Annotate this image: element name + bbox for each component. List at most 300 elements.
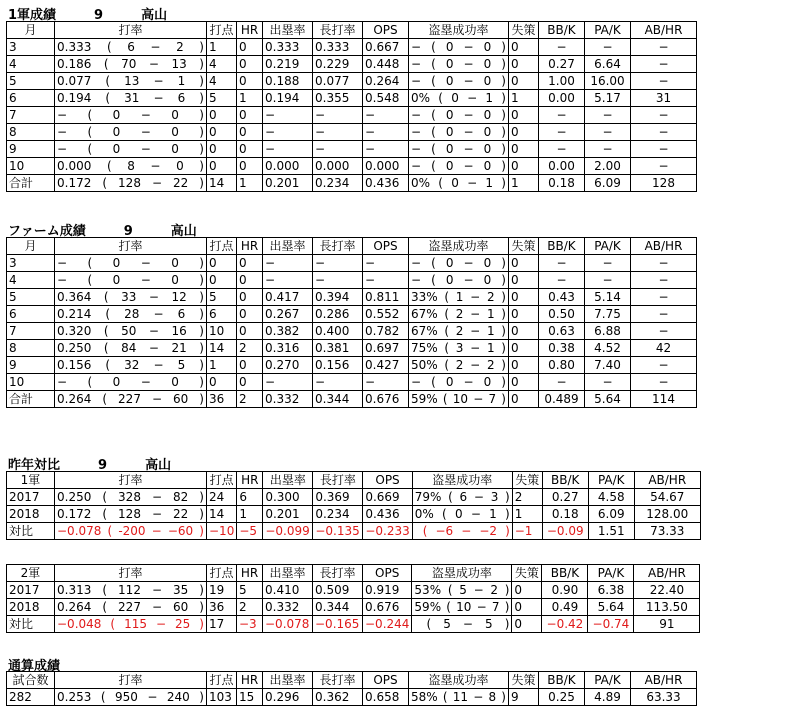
stolen-base-cell — [412, 616, 512, 633]
table-row — [7, 391, 697, 408]
batting-average-cell — [55, 506, 207, 523]
error-cell: 2 — [512, 489, 542, 506]
error-cell: 0 — [512, 616, 542, 633]
at-bats-value: 950 — [114, 690, 138, 704]
column-header: PA/K — [588, 472, 634, 489]
hits-value: −60 — [167, 524, 194, 538]
average-value: 0.186 — [57, 57, 92, 71]
at-bats-value: 0 — [112, 375, 121, 389]
sb-fail: 0 — [483, 142, 492, 156]
dash-separator: − — [147, 690, 158, 704]
section-title-comparison-part: 9 — [98, 458, 108, 473]
obp-cell: 0.188 — [263, 73, 313, 90]
error-cell: 0 — [509, 272, 539, 289]
column-header: HR — [237, 565, 263, 582]
section-title-first-part: 1軍成績 — [8, 8, 57, 23]
close-paren: ) — [501, 341, 506, 355]
obp-cell: 0.201 — [263, 506, 313, 523]
stolen-base-group — [411, 175, 506, 191]
obp-cell: 0.332 — [263, 599, 313, 616]
open-paren: ( — [103, 341, 109, 355]
hits-value: 25 — [175, 617, 191, 631]
ops-cell: −0.233 — [363, 523, 412, 540]
at-bats-value: 31 — [124, 91, 140, 105]
sb-success: 2 — [455, 324, 464, 338]
row-label: 10 — [7, 158, 55, 175]
dash-separator: − — [467, 91, 478, 105]
obp-cell: 0.332 — [263, 391, 313, 408]
stolen-base-group — [411, 255, 506, 271]
column-header: PA/K — [588, 565, 634, 582]
at-bats-value: 227 — [118, 600, 141, 614]
open-paren: ( — [431, 57, 436, 71]
average-value: 0.320 — [57, 324, 92, 338]
table-row — [7, 39, 697, 56]
stolen-base-cell — [409, 255, 509, 272]
open-paren: ( — [446, 600, 451, 614]
batting-average-group — [57, 599, 204, 615]
batting-average-group — [57, 582, 204, 598]
close-paren: ) — [199, 507, 204, 521]
batting-average-group — [57, 255, 204, 271]
ab-hr-cell: − — [631, 323, 697, 340]
stolen-base-cell — [409, 340, 509, 357]
hr-cell: 5 — [237, 582, 263, 599]
close-paren: ) — [501, 290, 506, 304]
sb-success: −6 — [435, 524, 454, 538]
ab-hr-cell: 91 — [634, 616, 700, 633]
stolen-base-cell — [412, 582, 512, 599]
hr-cell: 6 — [237, 489, 263, 506]
pa-k-cell: 5.64 — [588, 599, 634, 616]
dash-separator: − — [473, 392, 484, 406]
pa-k-cell: − — [585, 141, 631, 158]
obp-cell: 0.410 — [263, 582, 313, 599]
batting-average-cell — [55, 141, 207, 158]
ops-cell: − — [363, 124, 409, 141]
stats-table — [6, 471, 701, 540]
sb-fail: 0 — [483, 256, 492, 270]
stolen-base-cell — [409, 323, 509, 340]
open-paren: ( — [103, 290, 109, 304]
column-header: 出塁率 — [263, 472, 313, 489]
average-value: 0.077 — [57, 74, 92, 88]
stats-table — [6, 237, 697, 408]
sb-success: 0 — [445, 375, 454, 389]
close-paren: ) — [501, 57, 506, 71]
row-label: 4 — [7, 56, 55, 73]
dash-separator: − — [153, 307, 164, 321]
bb-k-cell: 0.63 — [539, 323, 585, 340]
stolen-base-cell — [409, 289, 509, 306]
open-paren: ( — [431, 273, 436, 287]
row-label: 4 — [7, 272, 55, 289]
batting-average-cell — [55, 374, 207, 391]
pa-k-cell: 5.64 — [585, 391, 631, 408]
column-header: 盗塁成功率 — [409, 22, 509, 39]
dash-separator: − — [463, 125, 474, 139]
open-paren: ( — [105, 358, 111, 372]
ab-hr-cell: 113.50 — [634, 599, 700, 616]
stolen-base-cell — [412, 523, 512, 540]
hits-value: 13 — [171, 57, 187, 71]
dash-separator: − — [463, 159, 474, 173]
batting-average-cell — [55, 107, 207, 124]
ops-cell: 0.919 — [363, 582, 412, 599]
rbi-cell: −10 — [207, 523, 237, 540]
close-paren: ) — [504, 617, 510, 631]
pa-k-cell: 5.17 — [585, 90, 631, 107]
batting-average-cell — [55, 489, 207, 506]
dash-separator: − — [148, 341, 159, 355]
dash-separator: − — [140, 273, 151, 287]
batting-average-group — [57, 158, 204, 174]
dash-separator: − — [470, 341, 481, 355]
ab-hr-cell: 31 — [631, 90, 697, 107]
hits-value: 240 — [166, 690, 190, 704]
open-paren: ( — [87, 256, 93, 270]
column-header: OPS — [363, 22, 409, 39]
ab-hr-cell: − — [631, 272, 697, 289]
column-header: 打率 — [55, 672, 207, 689]
batting-average-group — [57, 175, 204, 191]
sb-percent: 75% — [411, 341, 438, 355]
error-cell: 1 — [512, 506, 542, 523]
open-paren: ( — [102, 176, 108, 190]
sb-fail: 0 — [483, 375, 492, 389]
slg-cell: 0.234 — [313, 175, 363, 192]
close-paren: ) — [199, 176, 204, 190]
batting-average-cell — [55, 689, 207, 706]
hits-value: 0 — [171, 375, 179, 389]
pa-k-cell: − — [585, 107, 631, 124]
bb-k-cell: 0.27 — [542, 489, 588, 506]
slg-cell: 0.333 — [313, 39, 363, 56]
table-row — [7, 124, 697, 141]
row-label: 2018 — [7, 506, 55, 523]
hits-value: 0 — [171, 108, 179, 122]
close-paren: ) — [501, 273, 506, 287]
batting-average-cell — [55, 599, 207, 616]
column-header: 盗塁成功率 — [409, 238, 509, 255]
sb-fail: 8 — [488, 690, 497, 704]
row-label: 9 — [7, 357, 55, 374]
dash-separator: − — [463, 40, 474, 54]
batting-average-group — [57, 272, 204, 288]
sb-fail: 1 — [486, 341, 495, 355]
open-paren: ( — [422, 524, 428, 538]
row-label: 8 — [7, 124, 55, 141]
open-paren: ( — [431, 142, 436, 156]
row-label: 3 — [7, 39, 55, 56]
column-header: 月 — [7, 238, 55, 255]
stolen-base-group — [414, 616, 509, 632]
slg-cell: 0.381 — [313, 340, 363, 357]
close-paren: ) — [199, 600, 204, 614]
close-paren: ) — [199, 273, 204, 287]
batting-average-cell — [55, 158, 207, 175]
at-bats-value: 0 — [112, 142, 121, 156]
error-cell: 0 — [509, 306, 539, 323]
close-paren: ) — [501, 324, 506, 338]
stolen-base-group — [411, 141, 506, 157]
ab-hr-cell: − — [631, 141, 697, 158]
rbi-cell: 0 — [207, 124, 237, 141]
ops-cell: − — [363, 107, 409, 124]
sb-success: 0 — [445, 142, 454, 156]
ops-cell: 0.000 — [363, 158, 409, 175]
ab-hr-cell: − — [631, 124, 697, 141]
dash-separator: − — [140, 142, 151, 156]
column-header: BB/K — [539, 672, 585, 689]
slg-cell: 0.077 — [313, 73, 363, 90]
batting-average-group — [57, 391, 204, 407]
batting-average-group — [57, 357, 204, 373]
table-row — [7, 141, 697, 158]
at-bats-value: 84 — [121, 341, 137, 355]
dash-separator: − — [148, 324, 159, 338]
slg-cell: 0.234 — [313, 506, 363, 523]
stolen-base-cell — [409, 158, 509, 175]
bb-k-cell: 0.18 — [539, 175, 585, 192]
rbi-cell: 1 — [207, 39, 237, 56]
column-header: 打率 — [55, 238, 207, 255]
row-label: 5 — [7, 289, 55, 306]
dash-separator: − — [151, 392, 163, 406]
close-paren: ) — [199, 375, 204, 389]
average-value: 0.194 — [57, 91, 92, 105]
bb-k-cell: − — [539, 107, 585, 124]
sb-fail: 1 — [485, 91, 494, 105]
obp-cell: 0.382 — [263, 323, 313, 340]
close-paren: ) — [505, 524, 510, 538]
obp-cell: − — [263, 124, 313, 141]
batting-average-group — [57, 616, 204, 632]
row-label: 5 — [7, 73, 55, 90]
dash-separator: − — [473, 690, 484, 704]
slg-cell: 0.344 — [313, 391, 363, 408]
sb-fail: 1 — [489, 507, 497, 521]
hr-cell: 0 — [237, 39, 263, 56]
ops-cell: 0.676 — [363, 599, 412, 616]
bb-k-cell: − — [539, 124, 585, 141]
pa-k-cell: 6.09 — [588, 506, 634, 523]
table-row — [7, 357, 697, 374]
sb-fail: 0 — [483, 57, 492, 71]
rbi-cell: 4 — [207, 56, 237, 73]
bb-k-cell: 0.27 — [539, 56, 585, 73]
stolen-base-group — [411, 73, 506, 89]
close-paren: ) — [505, 490, 510, 504]
batting-average-cell — [55, 73, 207, 90]
batting-average-cell — [55, 582, 207, 599]
stolen-base-group — [411, 689, 506, 705]
close-paren: ) — [501, 307, 506, 321]
sb-success: 10 — [452, 392, 469, 406]
hr-cell: 0 — [237, 158, 263, 175]
ops-cell: 0.264 — [363, 73, 409, 90]
sb-percent: 0% — [414, 507, 434, 521]
stolen-base-group — [415, 506, 510, 522]
close-paren: ) — [501, 74, 506, 88]
row-label: 8 — [7, 340, 55, 357]
stolen-base-group — [411, 107, 506, 123]
rbi-cell: 14 — [207, 175, 237, 192]
table-row — [7, 689, 697, 706]
average-value: 0.250 — [57, 341, 92, 355]
column-header: HR — [237, 672, 263, 689]
column-header: AB/HR — [631, 22, 697, 39]
close-paren: ) — [501, 91, 506, 105]
table-row — [7, 175, 697, 192]
column-header: HR — [237, 22, 263, 39]
row-label: 7 — [7, 107, 55, 124]
section-title-farm-part: ファーム成績 — [8, 224, 86, 239]
pa-k-cell: − — [585, 255, 631, 272]
dash-separator: − — [140, 375, 151, 389]
ab-hr-cell: 63.33 — [631, 689, 697, 706]
sb-fail: 1 — [485, 176, 494, 190]
sb-success: 0 — [445, 74, 454, 88]
ops-cell: 0.548 — [363, 90, 409, 107]
error-cell: 0 — [512, 582, 542, 599]
open-paren: ( — [444, 324, 450, 338]
open-paren: ( — [106, 159, 112, 173]
sb-success: 0 — [454, 507, 463, 521]
obp-cell: − — [263, 255, 313, 272]
obp-cell: 0.194 — [263, 90, 313, 107]
ab-hr-cell: − — [631, 107, 697, 124]
dash-separator: − — [153, 74, 164, 88]
column-header: 2軍 — [7, 565, 55, 582]
bb-k-cell: −0.42 — [542, 616, 588, 633]
at-bats-value: 6 — [127, 40, 135, 54]
hits-value: 1 — [177, 74, 186, 88]
obp-cell: 0.333 — [263, 39, 313, 56]
ops-cell: 0.436 — [363, 506, 412, 523]
sb-percent: 0% — [411, 91, 431, 105]
hits-value: 6 — [177, 91, 186, 105]
dash-separator: − — [473, 490, 484, 504]
slg-cell: 0.000 — [313, 158, 363, 175]
error-cell: 0 — [509, 391, 539, 408]
column-header: BB/K — [542, 565, 588, 582]
sb-percent: − — [411, 375, 422, 389]
sb-fail: 7 — [488, 392, 497, 406]
bb-k-cell: − — [539, 374, 585, 391]
rbi-cell: 0 — [207, 255, 237, 272]
header-row — [7, 22, 697, 39]
close-paren: ) — [501, 256, 506, 270]
stolen-base-group — [411, 391, 506, 407]
at-bats-value: 33 — [121, 290, 137, 304]
close-paren: ) — [199, 91, 204, 105]
table-row — [7, 56, 697, 73]
sb-success: 5 — [459, 583, 467, 597]
column-header: HR — [237, 238, 263, 255]
sb-fail: 0 — [483, 159, 492, 173]
batting-average-group — [57, 340, 204, 356]
close-paren: ) — [199, 490, 204, 504]
open-paren: ( — [107, 524, 113, 538]
batting-average-group — [57, 523, 204, 539]
column-header: 試合数 — [7, 672, 55, 689]
batting-average-cell — [55, 289, 207, 306]
ops-cell: 0.697 — [363, 340, 409, 357]
stolen-base-cell — [412, 599, 512, 616]
sb-percent: − — [411, 40, 422, 54]
bb-k-cell: − — [539, 255, 585, 272]
column-header: 打点 — [207, 238, 237, 255]
row-label: 対比 — [7, 616, 55, 633]
dash-separator: − — [476, 600, 487, 614]
header-row — [7, 238, 697, 255]
open-paren: ( — [110, 617, 116, 631]
hits-value: 2 — [176, 40, 184, 54]
column-header: 出塁率 — [263, 22, 313, 39]
error-cell: 0 — [509, 255, 539, 272]
sb-fail: 2 — [486, 358, 495, 372]
dash-separator: − — [151, 507, 163, 521]
column-header: 打点 — [207, 22, 237, 39]
sb-fail: 3 — [490, 490, 499, 504]
average-value: 0.250 — [57, 490, 92, 504]
stolen-base-group — [411, 124, 506, 140]
stolen-base-cell — [412, 506, 512, 523]
close-paren: ) — [504, 600, 510, 614]
row-label: 2017 — [7, 582, 55, 599]
stolen-base-cell — [409, 306, 509, 323]
stolen-base-cell — [409, 391, 509, 408]
dash-separator: − — [467, 176, 478, 190]
ab-hr-cell: 114 — [631, 391, 697, 408]
at-bats-value: 0 — [112, 256, 121, 270]
slg-cell: 0.229 — [313, 56, 363, 73]
ops-cell: 0.427 — [363, 357, 409, 374]
obp-cell: − — [263, 374, 313, 391]
hr-cell: 2 — [237, 391, 263, 408]
sb-success: 2 — [455, 307, 464, 321]
rbi-cell: 14 — [207, 340, 237, 357]
obp-cell: −0.078 — [263, 616, 313, 633]
hits-value: 21 — [171, 341, 187, 355]
close-paren: ) — [199, 74, 204, 88]
row-label: 合計 — [7, 391, 55, 408]
ab-hr-cell: 128 — [631, 175, 697, 192]
pa-k-cell: − — [585, 124, 631, 141]
obp-cell: 0.296 — [263, 689, 313, 706]
stolen-base-cell — [409, 73, 509, 90]
open-paren: ( — [431, 375, 436, 389]
obp-cell: 0.417 — [263, 289, 313, 306]
open-paren: ( — [442, 507, 447, 521]
obp-cell: 0.267 — [263, 306, 313, 323]
bb-k-cell: 0.38 — [539, 340, 585, 357]
error-cell: 0 — [509, 357, 539, 374]
rbi-cell: 36 — [207, 599, 237, 616]
error-cell: 0 — [509, 56, 539, 73]
open-paren: ( — [87, 375, 93, 389]
batting-average-group — [57, 56, 204, 72]
dash-separator: − — [153, 91, 164, 105]
column-header: PA/K — [585, 238, 631, 255]
pa-k-cell: 6.64 — [585, 56, 631, 73]
error-cell: 9 — [509, 689, 539, 706]
section-title-first-part: 9 — [94, 8, 104, 23]
section-title-farm-part: 高山 — [170, 224, 197, 239]
dash-separator: − — [470, 358, 481, 372]
table-row — [7, 340, 697, 357]
